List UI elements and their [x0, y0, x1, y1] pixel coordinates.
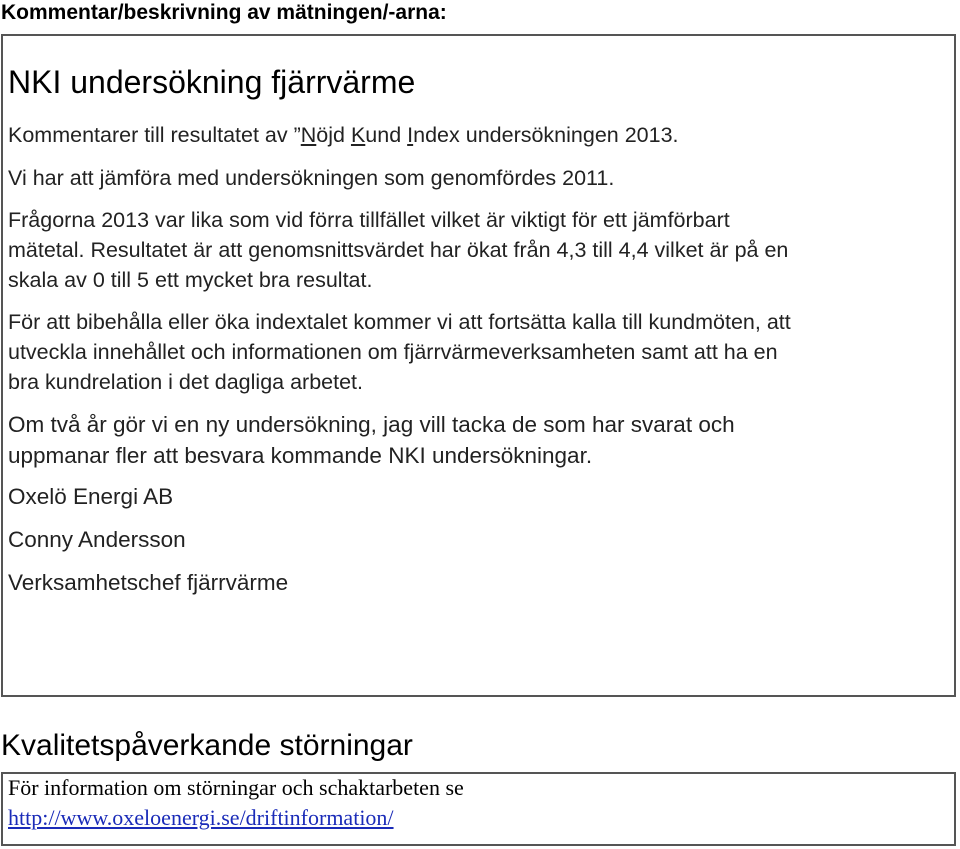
drift-info-link[interactable]: http://www.oxeloenergi.se/driftinformation/ [8, 805, 394, 830]
signer-role: Verksamhetschef fjärrvärme [8, 570, 289, 595]
intro-line: Kommentarer till resultatet av ”Nöjd Kund Index undersökningen 2013. [8, 123, 679, 147]
comment-title: NKI undersökning fjärrvärme [8, 64, 416, 100]
paragraph-line: utveckla innehållet och informationen om fjärrvärmeverksamheten samt att ha en [8, 340, 778, 364]
paragraph-line: uppmanar fler att besvara kommande NKI undersökningar. [8, 443, 593, 468]
disturbances-heading: Kvalitetspåverkande störningar [1, 729, 413, 762]
paragraph-line: mätetal. Resultatet är att genomsnittsvärdet har ökat från 4,3 till 4,4 vilket är på en [8, 238, 789, 262]
comparison-line: Vi har att jämföra med undersökningen som genomfördes 2011. [8, 166, 615, 190]
paragraph-line: Frågorna 2013 var lika som vid förra tillfället vilket är viktigt för ett jämförbart [8, 208, 730, 232]
disturbances-link-line [8, 804, 394, 832]
company-name: Oxelö Energi AB [8, 484, 174, 509]
paragraph-line: För att bibehålla eller öka indextalet kommer vi att fortsätta kalla till kundmöten, att [8, 310, 791, 334]
signer-name: Conny Andersson [8, 527, 186, 552]
section-heading: Kommentar/beskrivning av mätningen/-arna: [1, 1, 447, 24]
paragraph-line: Om två år gör vi en ny undersökning, jag vill tacka de som har svarat och [8, 412, 735, 437]
paragraph-line: skala av 0 till 5 ett mycket bra resultat. [8, 268, 373, 292]
disturbances-info: För information om störningar och schaktarbeten se [8, 775, 464, 800]
paragraph-line: bra kundrelation i det dagliga arbetet. [8, 370, 363, 394]
